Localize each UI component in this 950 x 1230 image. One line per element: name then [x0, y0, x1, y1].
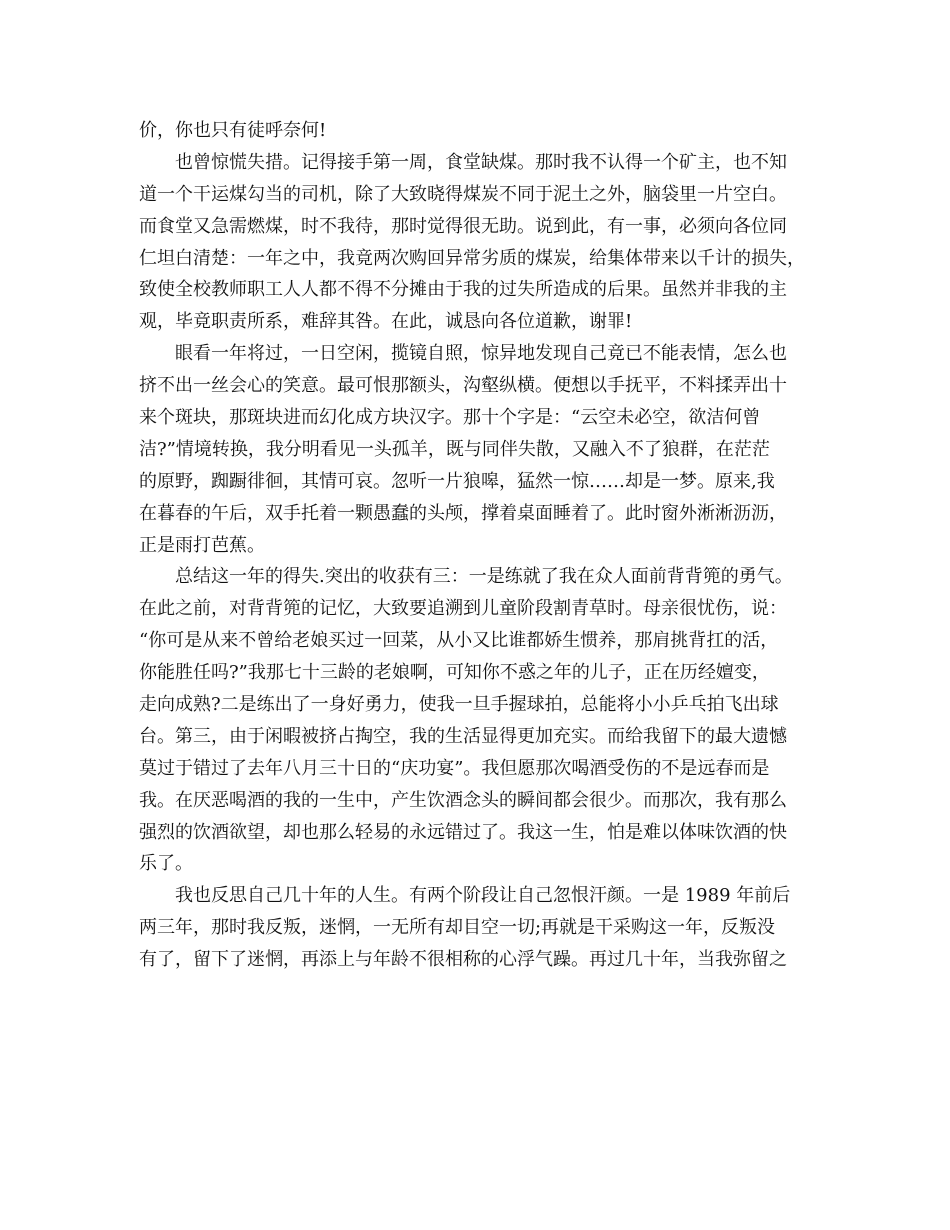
text-line: 两三年，那时我反叛，迷惘，一无所有却目空一切;再就是干采购这一年，反叛没 [139, 917, 776, 939]
paragraph-first-line: 也曾惊慌失措。记得接手第一周，食堂缺煤。那时我不认得一个矿主，也不知 [175, 151, 787, 173]
text-line: 仁坦白清楚：一年之中，我竟两次购回异常劣质的煤炭，给集体带来以千计的损失， [139, 247, 805, 269]
document-body-text [139, 115, 819, 976]
text-line: 乐了。 [139, 853, 193, 875]
text-line: 我。在厌恶喝酒的我的一生中，产生饮酒念头的瞬间都会很少。而那次，我有那么 [139, 789, 787, 811]
text-line: 道一个干运煤勾当的司机，除了大致晓得煤炭不同于泥土之外，脑袋里一片空白。 [139, 183, 787, 205]
text-line: 有了，留下了迷惘，再添上与年龄不很相称的心浮气躁。再过几十年，当我弥留之 [139, 949, 787, 971]
text-line: 走向成熟?二是练出了一身好勇力，使我一旦手握球拍，总能将小小乒乓拍飞出球 [139, 694, 779, 716]
text-line: 致使全校教师职工人人都不得不分摊由于我的过失所造成的后果。虽然并非我的主 [139, 279, 787, 301]
text-line: 莫过于错过了去年八月三十日的“庆功宴”。我但愿那次喝酒受伤的不是远春而是 [139, 757, 770, 779]
text-line: 挤不出一丝会心的笑意。最可恨那额头，沟壑纵横。便想以手抚平，不料揉弄出十 [139, 375, 787, 397]
text-line: 正是雨打芭蕉。 [139, 534, 265, 556]
text-line: 强烈的饮酒欲望，却也那么轻易的永远错过了。我这一生，怕是难以体味饮酒的快 [139, 821, 787, 843]
text-line: 来个斑块，那斑块进而幻化成方块汉字。那十个字是：“云空未必空，欲洁何曾 [139, 407, 761, 429]
text-line: 洁?”情境转换，我分明看见一头孤羊，既与同伴失散，又融入不了狼群，在茫茫 [139, 438, 770, 460]
text-line: 的原野，踟蹰徘徊，其情可哀。忽听一片狼嗥，猛然一惊……却是一梦。原来,我 [139, 470, 775, 492]
paragraph-first-line: 眼看一年将过，一日空闲，揽镜自照，惊异地发现自己竟已不能表情，怎么也 [175, 343, 787, 365]
text-line: 你能胜任吗?”我那七十三龄的老娘啊，可知你不惑之年的儿子，正在历经嬗变， [139, 662, 770, 684]
text-line: 台。第三，由于闲暇被挤占掏空，我的生活显得更加充实。而给我留下的最大遗憾 [139, 725, 787, 747]
paragraph-first-line: 总结这一年的得失.突出的收获有三：一是练就了我在众人面前背背篼的勇气。 [175, 566, 793, 588]
paragraph-first-line: 我也反思自己几十年的人生。有两个阶段让自己忽恨汗颜。一是 1989 年前后 [175, 885, 791, 907]
text-line: 观，毕竟职责所系，难辞其咎。在此，诚恳向各位道歉，谢罪! [139, 311, 633, 333]
text-line: “你可是从来不曾给老娘买过一回菜，从小又比谁都娇生惯养，那肩挑背扛的活， [139, 630, 779, 652]
text-line: 在此之前，对背背篼的记忆，大致要追溯到儿童阶段割青草时。母亲很忧伤，说： [139, 598, 787, 620]
text-line: 价，你也只有徒呼奈何! [139, 120, 327, 141]
text-line: 而食堂又急需燃煤，时不我待，那时觉得很无助。说到此，有一事，必须向各位同 [139, 215, 787, 237]
text-line: 在暮春的午后，双手托着一颗愚蠢的头颅，撑着桌面睡着了。此时窗外淅淅沥沥， [139, 502, 787, 524]
